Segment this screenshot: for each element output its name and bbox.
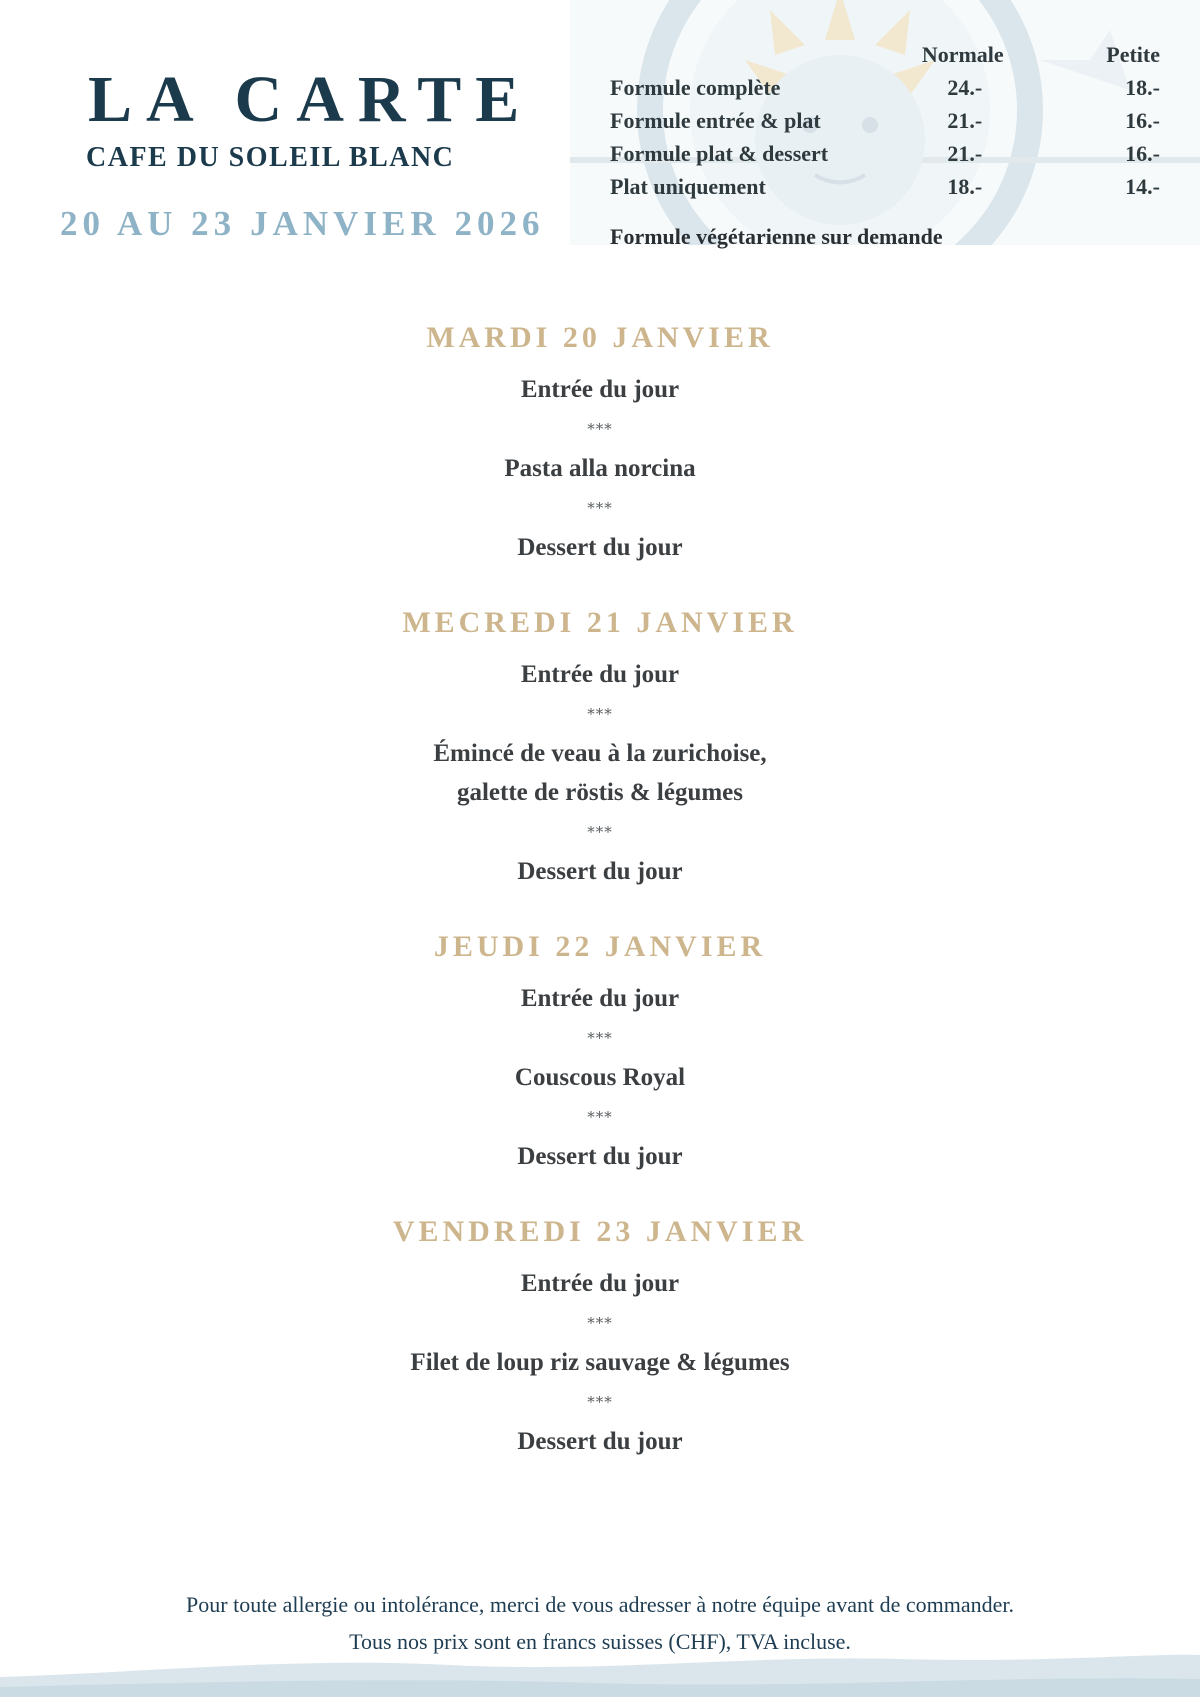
page-title: LA CARTE <box>88 63 534 136</box>
price-row-normale: 21.- <box>947 141 983 166</box>
dish-dessert: Dessert du jour <box>517 1428 683 1455</box>
dish-plat: Filet de loup riz sauvage & légumes <box>410 1349 790 1376</box>
day-section-vendredi <box>0 1212 1200 1461</box>
dish-dessert: Dessert du jour <box>517 858 683 885</box>
dish-dessert: Dessert du jour <box>517 534 683 561</box>
separator: *** <box>587 1393 613 1411</box>
day-title: MARDI 20 JANVIER <box>426 321 774 354</box>
price-table <box>610 38 1170 203</box>
price-header-empty <box>610 38 892 71</box>
dish-entree: Entrée du jour <box>520 661 680 688</box>
date-range <box>60 202 544 246</box>
price-row-label: Formule complète <box>610 75 781 100</box>
price-row-normale: 18.- <box>947 174 983 199</box>
day-section-jeudi <box>0 927 1200 1176</box>
price-header-petite: Petite <box>1106 42 1160 67</box>
price-row-petite: 16.- <box>1125 141 1160 166</box>
daily-menu <box>0 318 1200 1497</box>
dish-plat: Pasta alla norcina <box>504 455 696 482</box>
vegetarian-note: Formule végétarienne sur demande <box>610 224 943 249</box>
price-row-petite: 18.- <box>1125 75 1160 100</box>
dish-plat: Émincé de veau à la zurichoise, <box>433 740 767 767</box>
separator: *** <box>587 1108 613 1126</box>
price-row-normale: 24.- <box>947 75 983 100</box>
day-title: JEUDI 22 JANVIER <box>433 930 767 963</box>
price-row-normale: 21.- <box>947 108 983 133</box>
dish-dessert: Dessert du jour <box>517 1143 683 1170</box>
price-row-petite: 14.- <box>1125 174 1160 199</box>
dish-plat: Couscous Royal <box>514 1064 686 1091</box>
day-title: VENDREDI 23 JANVIER <box>392 1215 808 1248</box>
price-row <box>610 71 1170 104</box>
dish-entree: Entrée du jour <box>520 985 680 1012</box>
price-header-normale: Normale <box>921 42 1004 67</box>
bottom-wave-decoration <box>0 1627 1200 1697</box>
separator: *** <box>587 705 613 723</box>
price-row <box>610 137 1170 170</box>
price-table-header <box>610 38 1170 71</box>
separator: *** <box>587 1029 613 1047</box>
date-range-month: JANVIER 2026 <box>250 204 545 243</box>
price-row-label: Formule plat & dessert <box>610 141 829 166</box>
dish-entree: Entrée du jour <box>520 1270 680 1297</box>
price-row-petite: 16.- <box>1125 108 1160 133</box>
day-title: MECREDI 21 JANVIER <box>402 606 798 639</box>
allergy-note: Pour toute allergie ou intolérance, merci de vous adresser à notre équipe avant de commander. <box>186 1592 1014 1617</box>
dish-plat-line2: galette de röstis & légumes <box>456 779 744 806</box>
date-range-days: 20 AU 23 <box>60 204 237 243</box>
separator: *** <box>587 1314 613 1332</box>
price-row <box>610 104 1170 137</box>
price-row <box>610 170 1170 203</box>
day-section-mecredi <box>0 603 1200 891</box>
day-section-mardi <box>0 318 1200 567</box>
price-row-label: Formule entrée & plat <box>610 108 821 133</box>
separator: *** <box>587 823 613 841</box>
restaurant-name: CAFE DU SOLEIL BLANC <box>86 142 455 173</box>
dish-entree: Entrée du jour <box>520 376 680 403</box>
price-note: Tous nos prix sont en francs suisses (CHF), TVA incluse. <box>349 1629 851 1654</box>
price-row-label: Plat uniquement <box>610 174 766 199</box>
separator: *** <box>587 420 613 438</box>
separator: *** <box>587 499 613 517</box>
